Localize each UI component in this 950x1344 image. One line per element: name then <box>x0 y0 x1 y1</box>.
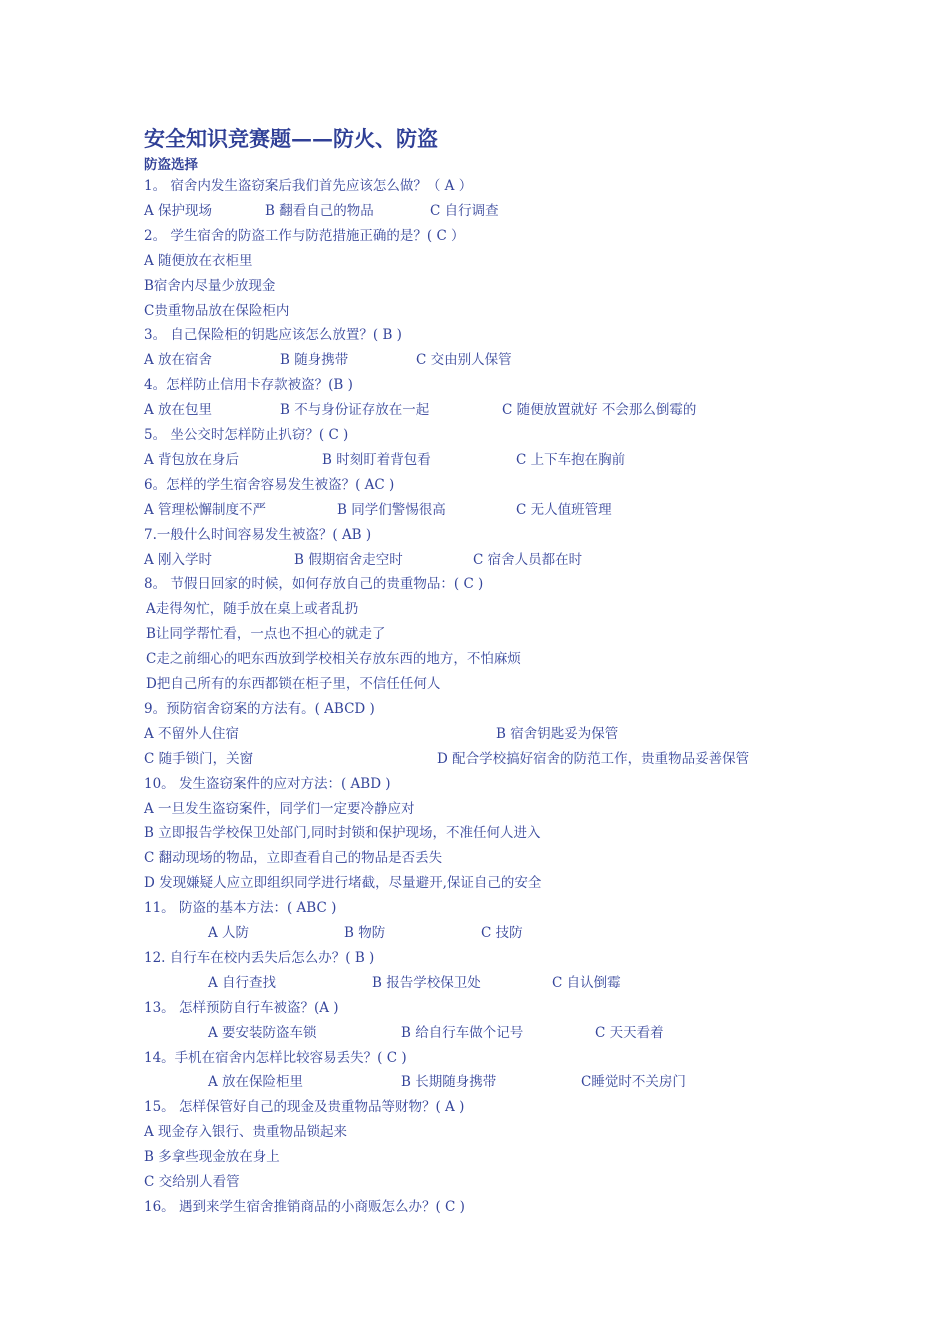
answer-option: C 交给别人看管 <box>144 1174 240 1190</box>
answer-option: C 翻动现场的物品，立即查看自己的物品是否丢失 <box>144 850 443 867</box>
question-line: 4。怎样防止信用卡存款被盗？(B ) <box>144 377 353 394</box>
answer-option: C 无人值班管理 <box>516 501 612 518</box>
question-line: 10。 发生盗窃案件的应对方法：( ABD ) <box>144 775 391 792</box>
answer-option: D 配合学校搞好宿舍的防范工作，贵重物品妥善保管 <box>437 750 750 767</box>
question-line: 2。 学生宿舍的防盗工作与防范措施正确的是？( C ） <box>144 227 465 244</box>
answer-option: B 报告学校保卫处 <box>372 974 481 991</box>
question-line: 6。怎样的学生宿舍容易发生被盗？( AC ) <box>144 476 395 493</box>
section-heading: 防盗选择 <box>144 157 198 173</box>
answer-option: C睡觉时不关房门 <box>581 1074 686 1091</box>
answer-option: A 一旦发生盗窃案件，同学们一定要冷静应对 <box>144 800 415 817</box>
question-line: 1。 宿舍内发生盗窃案后我们首先应该怎么做？（ A ） <box>144 178 473 194</box>
answer-option: A 放在保险柜里 <box>208 1074 304 1091</box>
answer-option: B 翻看自己的物品 <box>265 202 374 219</box>
answer-option: C 随手锁门，关窗 <box>144 750 254 767</box>
question-line: 15。 怎样保管好自己的现金及贵重物品等财物？( A ) <box>144 1099 465 1116</box>
answer-option: B 同学们警惕很高 <box>337 501 446 518</box>
question-line: 3。 自己保险柜的钥匙应该怎么放置？( B ) <box>144 327 402 344</box>
answer-option: A 刚入学时 <box>144 551 213 568</box>
answer-option: A 保护现场 <box>144 202 213 219</box>
answer-option: B 不与身份证存放在一起 <box>280 402 430 419</box>
answer-option: C 技防 <box>481 925 523 941</box>
answer-option: A走得匆忙，随手放在桌上或者乱扔 <box>146 601 359 618</box>
answer-option: C 上下车抱在胸前 <box>516 451 626 468</box>
answer-option: C 天天看着 <box>595 1024 664 1041</box>
question-line: 8。 节假日回家的时候，如何存放自己的贵重物品：( C ) <box>144 576 484 593</box>
question-line: 5。 坐公交时怎样防止扒窃？( C ) <box>144 427 349 443</box>
answer-option: A 放在包里 <box>144 402 213 419</box>
answer-option: B 多拿些现金放在身上 <box>144 1149 280 1166</box>
answer-option: C贵重物品放在保险柜内 <box>144 302 290 319</box>
answer-option: A 现金存入银行、贵重物品锁起来 <box>144 1124 348 1141</box>
question-line: 7.一般什么时间容易发生被盗？( AB ) <box>144 526 372 543</box>
answer-option: B 随身携带 <box>280 352 349 369</box>
answer-option: A 自行查找 <box>208 974 277 991</box>
answer-option: B让同学帮忙看，一点也不担心的就走了 <box>146 626 386 643</box>
answer-option: C 宿舍人员都在时 <box>473 551 583 568</box>
answer-option: D把自己所有的东西都锁在柜子里，不信任任何人 <box>146 676 441 692</box>
answer-option: C 自认倒霉 <box>552 974 621 991</box>
answer-option: B宿舍内尽量少放现金 <box>144 277 276 294</box>
page-title: 安全知识竞赛题——防火、防盗 <box>144 126 438 151</box>
question-line: 9。预防宿舍窃案的方法有。( ABCD ) <box>144 700 375 717</box>
answer-option: B 给自行车做个记号 <box>401 1024 524 1041</box>
question-line: 13。 怎样预防自行车被盗？(A ) <box>144 999 339 1016</box>
answer-option: A 不留外人住宿 <box>144 725 240 742</box>
answer-option: B 假期宿舍走空时 <box>294 551 403 568</box>
answer-option: B 立即报告学校保卫处部门,同时封锁和保护现场，不准任何人进入 <box>144 825 541 842</box>
answer-option: C 交由别人保管 <box>416 352 512 369</box>
question-line: 11。 防盗的基本方法：( ABC ) <box>144 900 337 917</box>
answer-option: B 长期随身携带 <box>401 1074 497 1091</box>
answer-option: A 管理松懈制度不严 <box>144 501 267 518</box>
answer-option: B 物防 <box>344 925 386 941</box>
answer-option: B 时刻盯着背包看 <box>322 451 431 468</box>
answer-option: C 随便放置就好 不会那么倒霉的 <box>502 402 697 419</box>
answer-option: D 发现嫌疑人应立即组织同学进行堵截，尽量避开,保证自己的安全 <box>144 875 542 892</box>
question-line: 16。 遇到来学生宿舍推销商品的小商贩怎么办？( C ) <box>144 1198 465 1215</box>
question-line: 12. 自行车在校内丢失后怎么办？( B ) <box>144 949 375 966</box>
answer-option: A 人防 <box>208 925 250 941</box>
answer-option: A 要安装防盗车锁 <box>208 1024 317 1041</box>
question-line: 14。手机在宿舍内怎样比较容易丢失？( C ) <box>144 1049 407 1066</box>
answer-option: A 背包放在身后 <box>144 451 240 468</box>
answer-option: C 自行调查 <box>430 202 499 219</box>
answer-option: A 放在宿舍 <box>144 352 213 369</box>
answer-option: A 随便放在衣柜里 <box>144 252 253 269</box>
answer-option: B 宿舍钥匙妥为保管 <box>496 725 619 742</box>
answer-option: C走之前细心的吧东西放到学校相关存放东西的地方，不怕麻烦 <box>146 651 521 668</box>
